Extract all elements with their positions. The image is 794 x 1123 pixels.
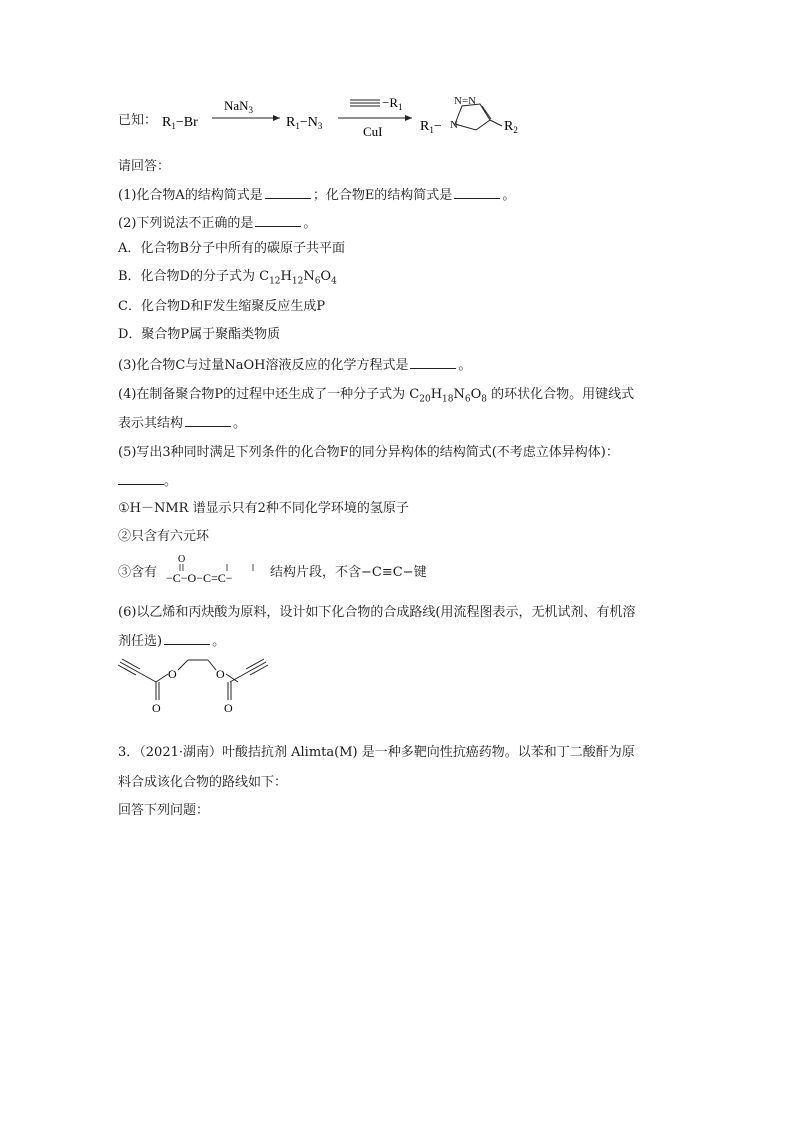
optb-prefix: B．化合物D的分子式为 C <box>118 269 270 284</box>
q1-part-b: ；化合物E的结构简式是 <box>312 188 453 203</box>
q6-line2: 剂任选) <box>118 634 163 649</box>
q4-o-count: 8 <box>481 394 488 405</box>
q4-prefix: (4)在制备聚合物P的过程中还生成了一种分子式为 C <box>118 387 420 402</box>
triazole-ring <box>455 104 490 130</box>
optb-o-count: 4 <box>331 276 337 287</box>
condition-2: ②只含有六元环 <box>118 529 210 544</box>
arrow-1-head <box>273 115 280 121</box>
question-6: (6)以乙烯和丙炔酸为原料，设计如下化合物的合成路线(用流程图表示，无机试剂、有机溶 <box>118 605 636 620</box>
nan3-reagent: NaN$_3$ <box>224 98 254 115</box>
answer-blank[interactable] <box>410 356 456 369</box>
cond3-post: 结构片段，不含−C≡C−键 <box>270 565 427 580</box>
question-4: (4)在制备聚合物P的过程中还生成了一种分子式为 $C_{20}H_{18}N_6O_8$ 的环状化合物。用键线式 <box>118 387 635 405</box>
question-3 <box>118 356 472 375</box>
cui-catalyst: CuI <box>363 124 383 139</box>
q2-stem: (2)下列说法不正确的是 <box>118 216 254 231</box>
q4-n-count: 6 <box>464 394 471 405</box>
q3-end: 。 <box>458 358 472 373</box>
answer-blank[interactable] <box>185 414 231 427</box>
target-compound-structure <box>116 652 276 714</box>
alkyne-2-b <box>246 659 264 669</box>
alkyne-1-a <box>120 662 138 672</box>
q5-end: 。 <box>164 474 178 489</box>
q4-h-count: 18 <box>442 394 454 405</box>
triazole-double <box>482 106 491 119</box>
product-r2: $R_2$ <box>504 119 518 135</box>
product-r1: $R_1-$ <box>420 119 442 135</box>
r2-bond <box>490 120 502 126</box>
known-reaction-scheme <box>150 92 550 142</box>
prompt-text: 请回答： <box>118 159 171 174</box>
triazole-n2: N=N <box>454 95 477 107</box>
question-4-line2 <box>118 414 246 433</box>
answer-blank[interactable] <box>118 472 164 485</box>
question-5-answer-line <box>118 472 177 491</box>
ester-fragment-structure <box>164 552 268 586</box>
option-d: D．聚合物P属于聚酯类物质 <box>118 327 281 342</box>
q6-end: 。 <box>212 634 226 649</box>
answer-blank[interactable] <box>164 632 210 645</box>
q4-end: 。 <box>233 416 247 431</box>
option-b: B．化合物D的分子式为 $C_{12}H_{12}N_6O_4$ <box>118 269 337 287</box>
bond-c2 <box>230 672 248 682</box>
problem-3-line3: 回答下列问题： <box>118 803 210 818</box>
arrow-2-head <box>405 115 412 121</box>
q4-line2: 表示其结构 <box>118 416 184 431</box>
r1br-label: $R_1-Br$ <box>162 115 198 131</box>
alkyne-2-c <box>250 665 268 675</box>
optb-c-count: 12 <box>269 276 281 287</box>
question-5: (5)写出3种同时满足下列条件的化合物F的同分异构体的结构简式(不考虑立体异构体)： <box>118 445 619 460</box>
alkyne-r1: $-R_1$ <box>382 95 403 112</box>
q4-c-count: 20 <box>419 394 431 405</box>
problem-3-line1: 3．（2021·湖南）叶酸拮抗剂 Alimta(M) 是一种多靶向性抗癌药物。以苯和丁二酸酐为原 <box>118 745 635 760</box>
option-a: A．化合物B分子中所有的碳原子共平面 <box>118 241 345 256</box>
alkyne-1-c <box>118 665 136 675</box>
bond-c1 <box>138 672 156 682</box>
r1n3-label: $R_1-N_3$ <box>286 115 323 131</box>
answer-blank[interactable] <box>265 186 311 199</box>
triazole-n1: N <box>450 119 458 131</box>
q1-end: 。 <box>502 188 516 203</box>
q2-end: 。 <box>303 216 317 231</box>
q3-stem: (3)化合物C与过量NaOH溶液反应的化学方程式是 <box>118 358 409 373</box>
frag-o: O <box>178 554 186 565</box>
alkyne-1-b <box>122 659 140 669</box>
carbonyl-o-2: O <box>224 701 233 714</box>
answer-blank[interactable] <box>454 186 500 199</box>
q4-post: 的环状化合物。用键线式 <box>487 387 635 402</box>
optb-h-count: 12 <box>291 276 304 287</box>
q1-part-a: (1)化合物A的结构简式是 <box>118 188 263 203</box>
question-2 <box>118 214 316 233</box>
bond-o1 <box>156 674 168 682</box>
question-1 <box>118 186 515 205</box>
optb-n-count: 6 <box>314 276 321 287</box>
bond-ch2-3 <box>208 660 216 670</box>
carbonyl-o-1: O <box>152 701 161 714</box>
ester-o-2: O <box>216 667 225 681</box>
frag-text: −C−O−C=C− <box>166 571 233 585</box>
option-c: C．化合物D和F发生缩聚反应生成P <box>118 299 326 314</box>
problem-3-line2: 料合成该化合物的路线如下： <box>118 775 288 790</box>
ester-o-1: O <box>168 667 177 681</box>
question-6-line2 <box>118 632 225 651</box>
alkyne-2-a <box>248 662 266 672</box>
cond3-prefix: ③含有 <box>118 565 158 580</box>
known-prefix: 已知： <box>118 113 158 128</box>
answer-blank[interactable] <box>255 214 301 227</box>
bond-ch2-1 <box>178 660 188 670</box>
condition-3 <box>118 564 157 582</box>
condition-1: ①H－NMR 谱显示只有2种不同化学环境的氢原子 <box>118 501 409 516</box>
